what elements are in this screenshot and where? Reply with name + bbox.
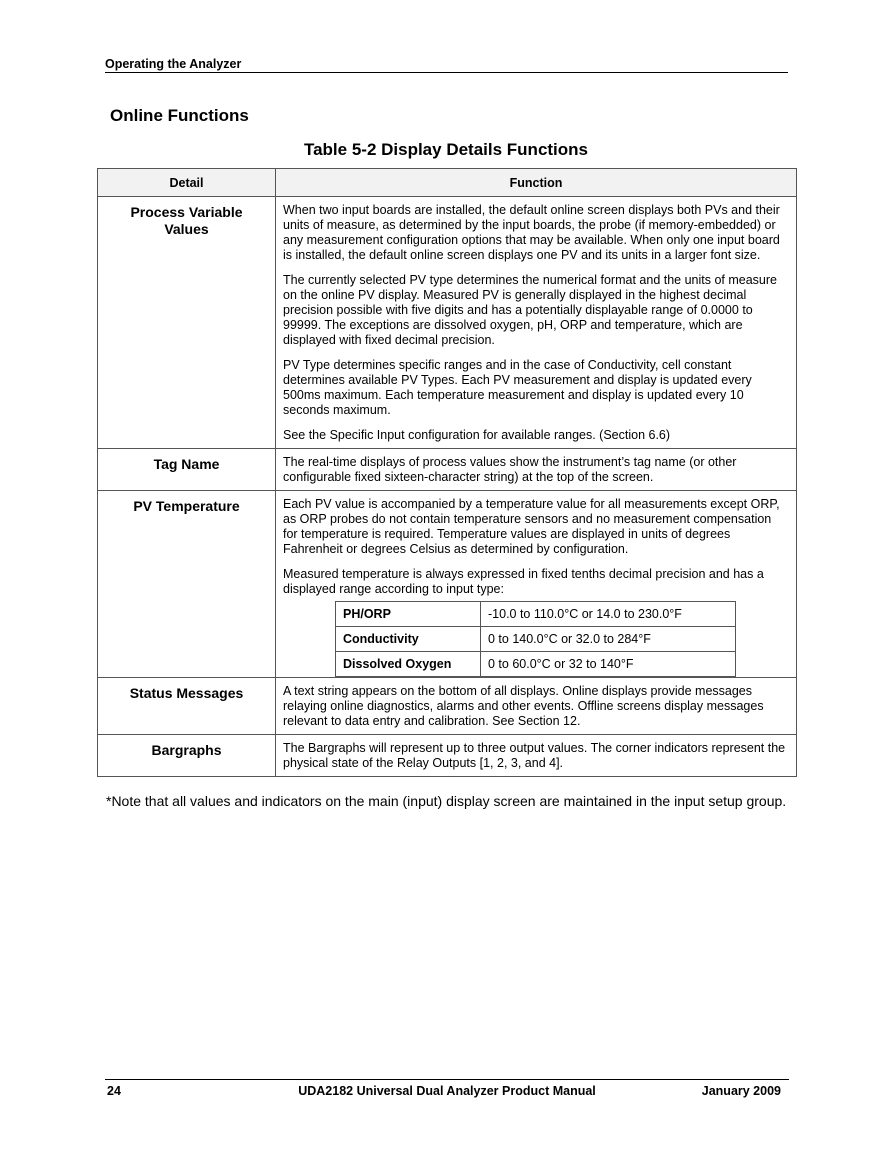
detail-cell: Bargraphs xyxy=(98,735,276,777)
function-cell xyxy=(276,197,797,449)
display-details-table xyxy=(97,168,797,777)
function-paragraph: The Bargraphs will represent up to three output values. The corner indicators represent the physical state of the Relay Outputs [1, 2, 3, and 4]. xyxy=(283,741,786,770)
temp-range-row xyxy=(336,627,736,652)
page-number: 24 xyxy=(107,1084,121,1098)
function-cell xyxy=(276,491,797,678)
table-header-row xyxy=(98,169,797,197)
table-row xyxy=(98,678,797,735)
temp-range-row xyxy=(336,602,736,627)
function-paragraph: The real-time displays of process values show the instrument’s tag name (or other configurable fixed sixteen-character string) at the top of the screen. xyxy=(283,455,737,484)
table-row xyxy=(98,735,797,777)
range-cell: 0 to 60.0°C or 32 to 140°F xyxy=(481,652,736,677)
function-paragraph: A text string appears on the bottom of all displays. Online displays provide messages relaying online diagnostics, alarms and other events. Offline screens display messages relevant to data entry and calibration. See Section 12. xyxy=(283,684,764,728)
column-header-function: Function xyxy=(276,169,797,197)
input-type-cell: PH/ORP xyxy=(336,602,481,627)
table-caption: Table 5-2 Display Details Functions xyxy=(303,140,589,159)
publication-date: January 2009 xyxy=(701,1084,781,1098)
footnote: *Note that all values and indicators on the main (input) display screen are maintained in the input setup group. xyxy=(106,793,787,809)
page-footer xyxy=(105,1079,789,1102)
detail-cell: PV Temperature xyxy=(98,491,276,678)
table-row xyxy=(98,491,797,678)
header-text: Operating the Analyzer xyxy=(105,57,242,71)
column-header-detail: Detail xyxy=(98,169,276,197)
function-paragraph: The currently selected PV type determines the numerical format and the units of measure on the online PV display. Measured PV is generally displayed in the highest decimal precision possible with five digits and has a potentially displayable range of 0.0000 to 99999. The exceptions are dissolved oxygen, pH, ORP and temperature, which are displayed with fixed decimal precision. xyxy=(283,273,777,347)
page-header xyxy=(105,57,788,73)
table-row xyxy=(98,197,797,449)
detail-cell: Tag Name xyxy=(98,449,276,491)
detail-cell: Process Variable Values xyxy=(98,197,276,449)
function-paragraph: Measured temperature is always expressed in fixed tenths decimal precision and has a displayed range according to input type: xyxy=(283,567,764,596)
function-cell xyxy=(276,449,797,491)
function-paragraph: Each PV value is accompanied by a temperature value for all measurements except ORP, as ORP probes do not contain temperature sensors and no measurement compensation for temperature is required. Temperature values are displayed in units of degrees Fahrenheit or degrees Celsius as determined by configuration. xyxy=(283,497,780,556)
input-type-cell: Conductivity xyxy=(336,627,481,652)
detail-cell: Status Messages xyxy=(98,678,276,735)
temperature-range-table xyxy=(335,601,736,677)
range-cell: 0 to 140.0°C or 32.0 to 284°F xyxy=(481,627,736,652)
manual-title: UDA2182 Universal Dual Analyzer Product Manual xyxy=(298,1084,596,1098)
table-row xyxy=(98,449,797,491)
function-paragraph: When two input boards are installed, the default online screen displays both PVs and their units of measure, as determined by the input boards, the probe (if memory-embedded) or any measurement configuration options that may be available. When only one input board is installed, the default online screen displays one PV and its units in a larger font size. xyxy=(283,203,780,262)
function-cell xyxy=(276,735,797,777)
input-type-cell: Dissolved Oxygen xyxy=(336,652,481,677)
function-paragraph: PV Type determines specific ranges and in the case of Conductivity, cell constant determines available PV Types. Each PV measurement and display is updated every 500ms maximum. Each temperature measurement and display is updated every 10 seconds maximum. xyxy=(283,358,752,417)
function-paragraph: See the Specific Input configuration for available ranges. (Section 6.6) xyxy=(283,428,671,442)
section-title: Online Functions xyxy=(110,106,249,125)
function-cell xyxy=(276,678,797,735)
range-cell: -10.0 to 110.0°C or 14.0 to 230.0°F xyxy=(481,602,736,627)
temp-range-row xyxy=(336,652,736,677)
